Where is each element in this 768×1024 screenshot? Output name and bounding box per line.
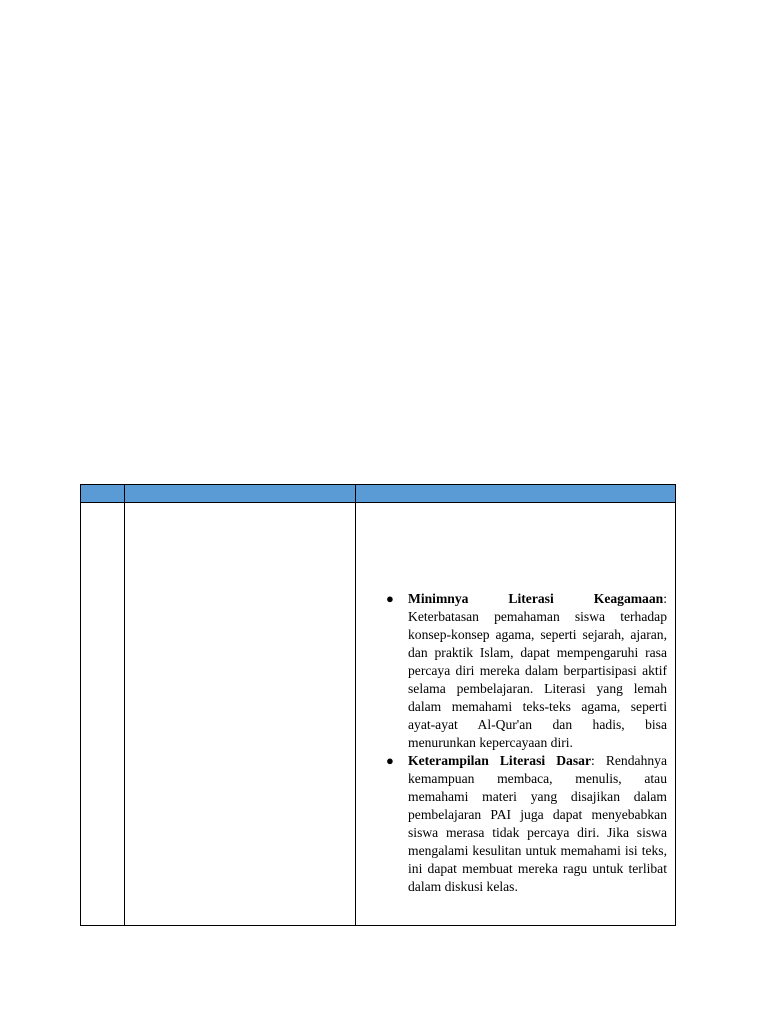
table-row <box>81 503 676 926</box>
cell-right <box>356 503 676 926</box>
bullet-text: : Rendahnya kemampuan membaca, menulis, atau memahami materi yang disajikan dalam pembelajaran PAI juga dapat menyebabkan siswa merasa tidak percaya diri. Jika siswa mengalami kesulitan untuk memahami isi teks, ini dapat membuat mereka ragu untuk terlibat dalam diskusi kelas. <box>408 753 667 894</box>
header-cell-right <box>356 485 676 503</box>
bullet-icon: ● <box>386 591 394 606</box>
table-header-row <box>81 485 676 503</box>
bullet-term: Keterampilan Literasi Dasar <box>408 753 591 768</box>
bullet-list <box>364 590 667 896</box>
header-cell-no <box>81 485 125 503</box>
header-cell-middle <box>125 485 356 503</box>
bullet-item <box>364 752 667 896</box>
bullet-item <box>364 590 667 752</box>
bullet-term: Minimnya Literasi Keagamaan <box>408 591 664 606</box>
cell-no <box>81 503 125 926</box>
cell-middle <box>125 503 356 926</box>
bullet-text: : Keterbatasan pemahaman siswa terhadap konsep-konsep agama, seperti sejarah, ajaran, dan praktik Islam, dapat mempengaruhi rasa percaya diri mereka dalam berpartisipasi aktif selama pembelajaran. Literasi yang lemah dalam memahami teks-teks agama, seperti ayat-ayat Al-Qur'an dan hadis, bisa menurunkan kepercayaan diri. <box>408 591 667 750</box>
content-table <box>80 484 676 926</box>
bullet-icon: ● <box>386 753 394 768</box>
